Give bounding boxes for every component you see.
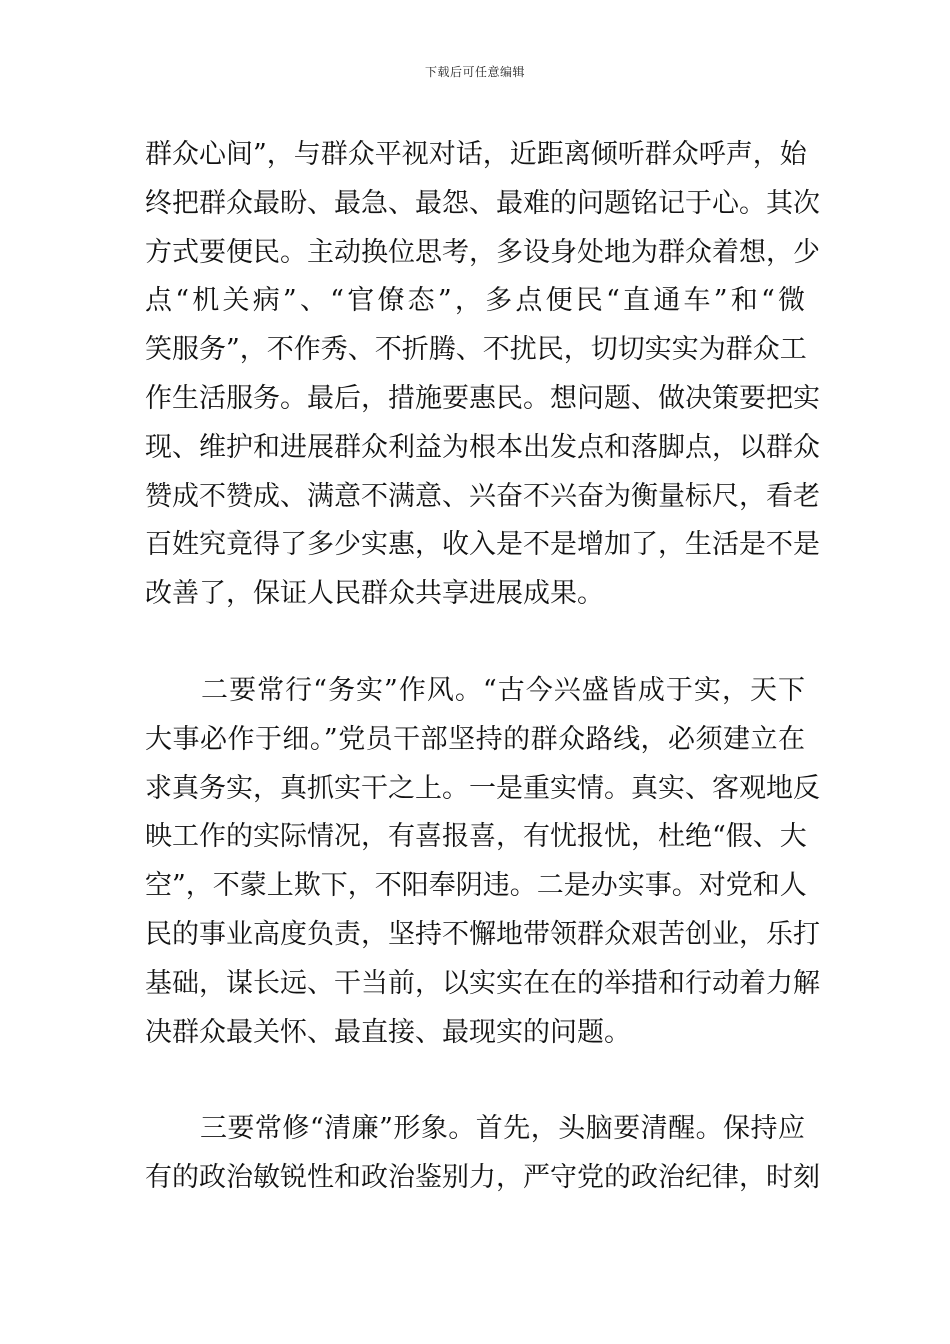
text-line: 映工作的实际情况，有喜报喜，有忧报忧，杜绝“假、大 <box>145 821 807 853</box>
text-line: 赞成不赞成、满意不满意、兴奋不兴奋为衡量标尺，看老 <box>145 480 820 512</box>
text-line: 决群众最关怀、最直接、最现实的问题。 <box>145 1016 631 1048</box>
text-line: 百姓究竟得了多少实惠，收入是不是增加了，生活是不是 <box>145 529 820 561</box>
text-line: 三要常修“清廉”形象。首先，头脑要清醒。保持应 <box>145 1113 805 1145</box>
text-line: 求真务实，真抓实干之上。一是重实情。真实、客观地反 <box>145 772 820 804</box>
paragraph-1 <box>145 131 820 619</box>
text-line: 有的政治敏锐性和政治鉴别力，严守党的政治纪律，时刻 <box>145 1162 820 1194</box>
text-line: 点“机关病”、“官僚态”，多点便民“直通车”和“微 <box>145 285 805 317</box>
text-line: 民的事业高度负责，坚持不懈地带领群众艰苦创业，乐打 <box>145 918 820 950</box>
text-line: 基础，谋长远、干当前，以实实在在的举措和行动着力解 <box>145 967 820 999</box>
text-line: 笑服务”，不作秀、不折腾、不扰民，切切实实为群众工 <box>145 334 807 366</box>
text-line: 二要常行“务实”作风。“古今兴盛皆成于实，天下 <box>145 674 805 706</box>
text-line: 终把群众最盼、最急、最怨、最难的问题铭记于心。其次 <box>145 187 820 219</box>
document-body <box>145 131 820 1203</box>
paragraph-3 <box>145 1105 820 1203</box>
text-line: 作生活服务。最后，措施要惠民。想问题、做决策要把实 <box>145 382 820 414</box>
page-header: 下载后可任意编辑 <box>424 65 525 79</box>
text-line: 方式要便民。主动换位思考，多设身处地为群众着想，少 <box>145 236 820 268</box>
text-line: 现、维护和进展群众利益为根本出发点和落脚点，以群众 <box>145 431 820 463</box>
text-line: 群众心间”，与群众平视对话，近距离倾听群众呼声，始 <box>145 139 807 170</box>
paragraph-2 <box>145 667 820 1057</box>
text-line: 大事必作于细。”党员干部坚持的群众路线，必须建立在 <box>145 723 805 755</box>
text-line: 空”，不蒙上欺下，不阳奉阴违。二是办实事。对党和人 <box>145 870 807 902</box>
text-line: 改善了，保证人民群众共享进展成果。 <box>145 578 604 610</box>
